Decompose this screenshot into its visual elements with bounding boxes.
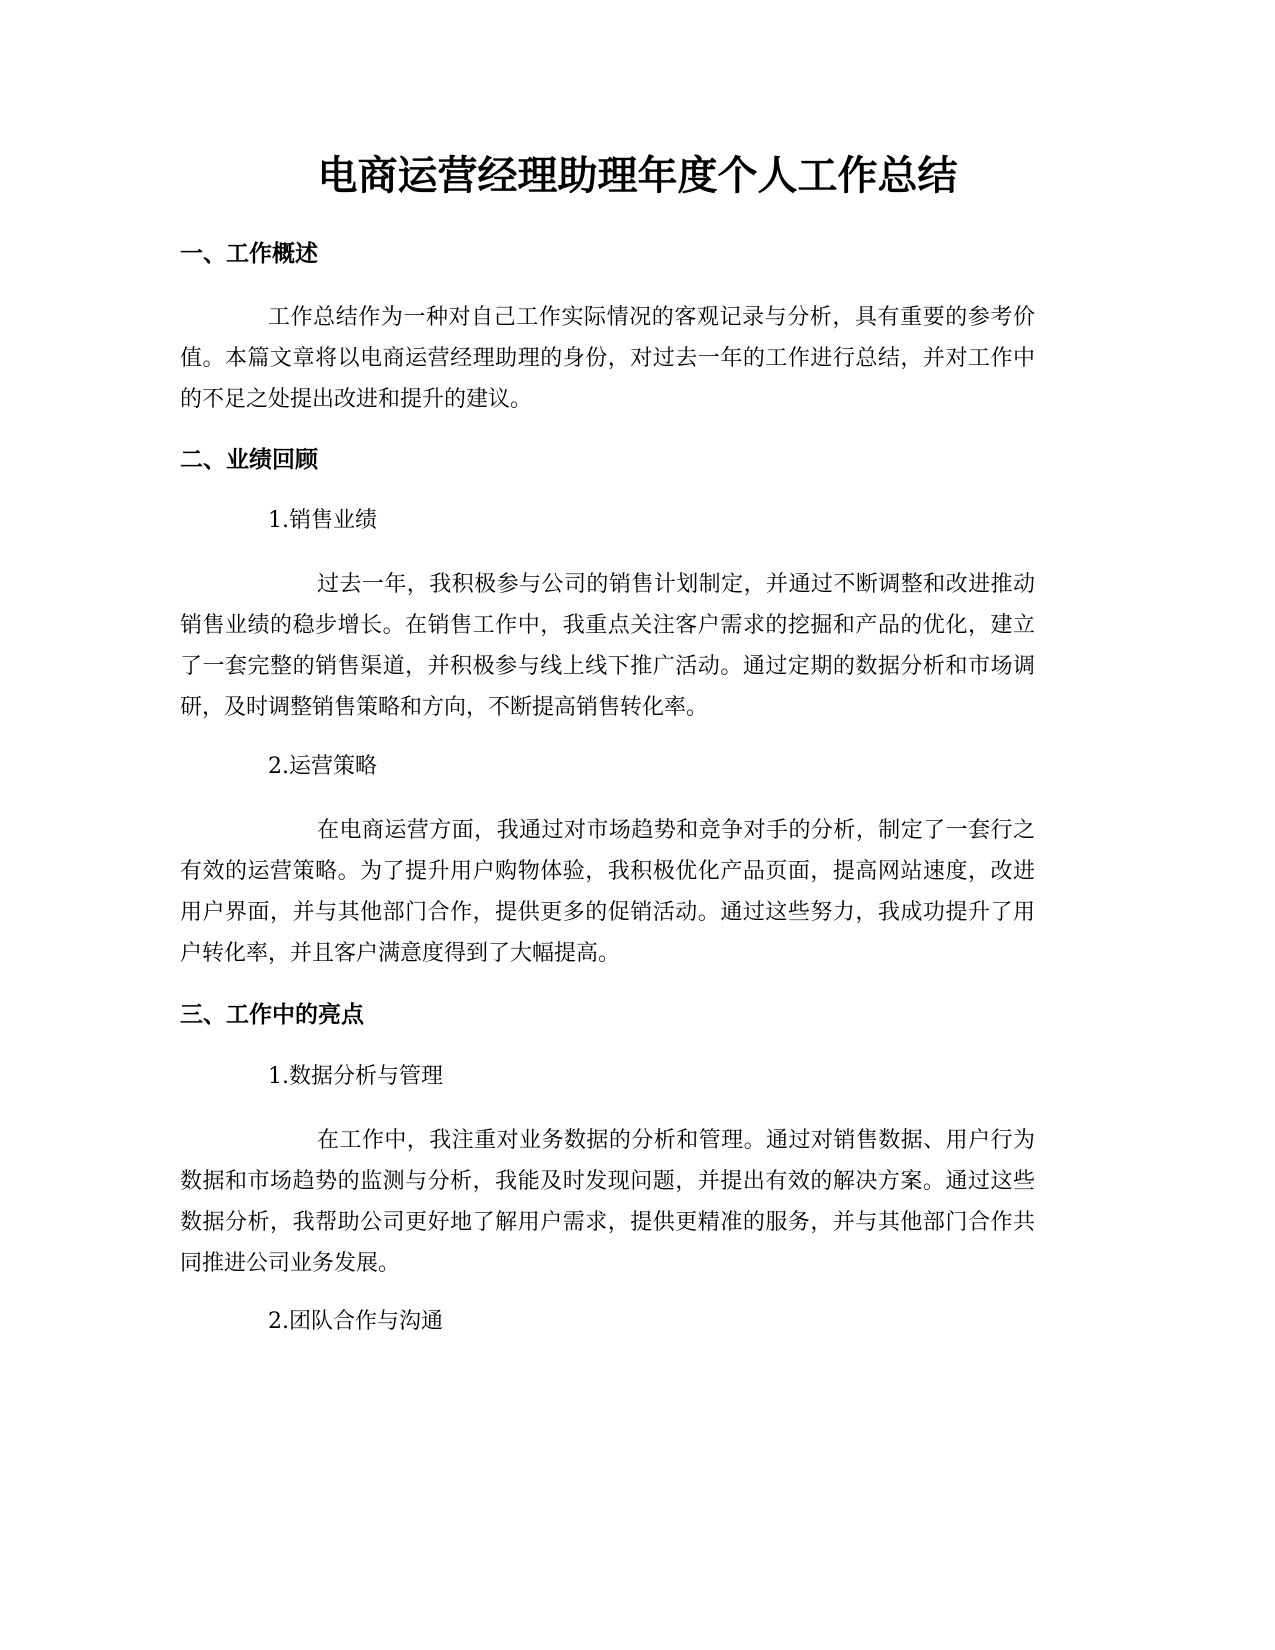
subheading-sales: 1.销售业绩 — [268, 508, 377, 533]
overview-paragraph: 工作总结作为一种对自己工作实际情况的客观记录与分析，具有重要的参考价值。本篇文章将以电商运营经理助理的身份，对过去一年的工作进行总结，并对工作中的不足之处提出改进和提升的建议。 — [180, 305, 1035, 412]
sales-paragraph: 过去一年，我积极参与公司的销售计划制定，并通过不断调整和改进推动销售业绩的稳步增长。在销售工作中，我重点关注客户需求的挖掘和产品的优化，建立了一套完整的销售渠道，并积极参与线上线下推广活动。通过定期的数据分析和市场调研，及时调整销售策略和方向，不断提高销售转化率。 — [180, 572, 1035, 720]
data-analysis-paragraph: 在工作中，我注重对业务数据的分析和管理。通过对销售数据、用户行为数据和市场趋势的监测与分析，我能及时发现问题，并提出有效的解决方案。通过这些数据分析，我帮助公司更好地了解用户需求，提供更精准的服务，并与其他部门合作共同推进公司业务发展。 — [180, 1128, 1035, 1276]
subheading-teamwork: 2.团队合作与沟通 — [268, 1309, 443, 1334]
section-heading-overview: 一、工作概述 — [180, 241, 318, 267]
section-heading-highlights: 三、工作中的亮点 — [180, 1002, 364, 1028]
subheading-operations: 2.运营策略 — [268, 754, 377, 779]
operations-paragraph: 在电商运营方面，我通过对市场趋势和竞争对手的分析，制定了一套行之有效的运营策略。为了提升用户购物体验，我积极优化产品页面，提高网站速度，改进用户界面，并与其他部门合作，提供更多的促销活动。通过这些努力，我成功提升了用户转化率，并且客户满意度得到了大幅提高。 — [180, 818, 1035, 966]
section-heading-performance: 二、业绩回顾 — [180, 447, 318, 473]
subheading-data-analysis: 1.数据分析与管理 — [268, 1064, 443, 1089]
document-title: 电商运营经理助理年度个人工作总结 — [317, 153, 958, 199]
